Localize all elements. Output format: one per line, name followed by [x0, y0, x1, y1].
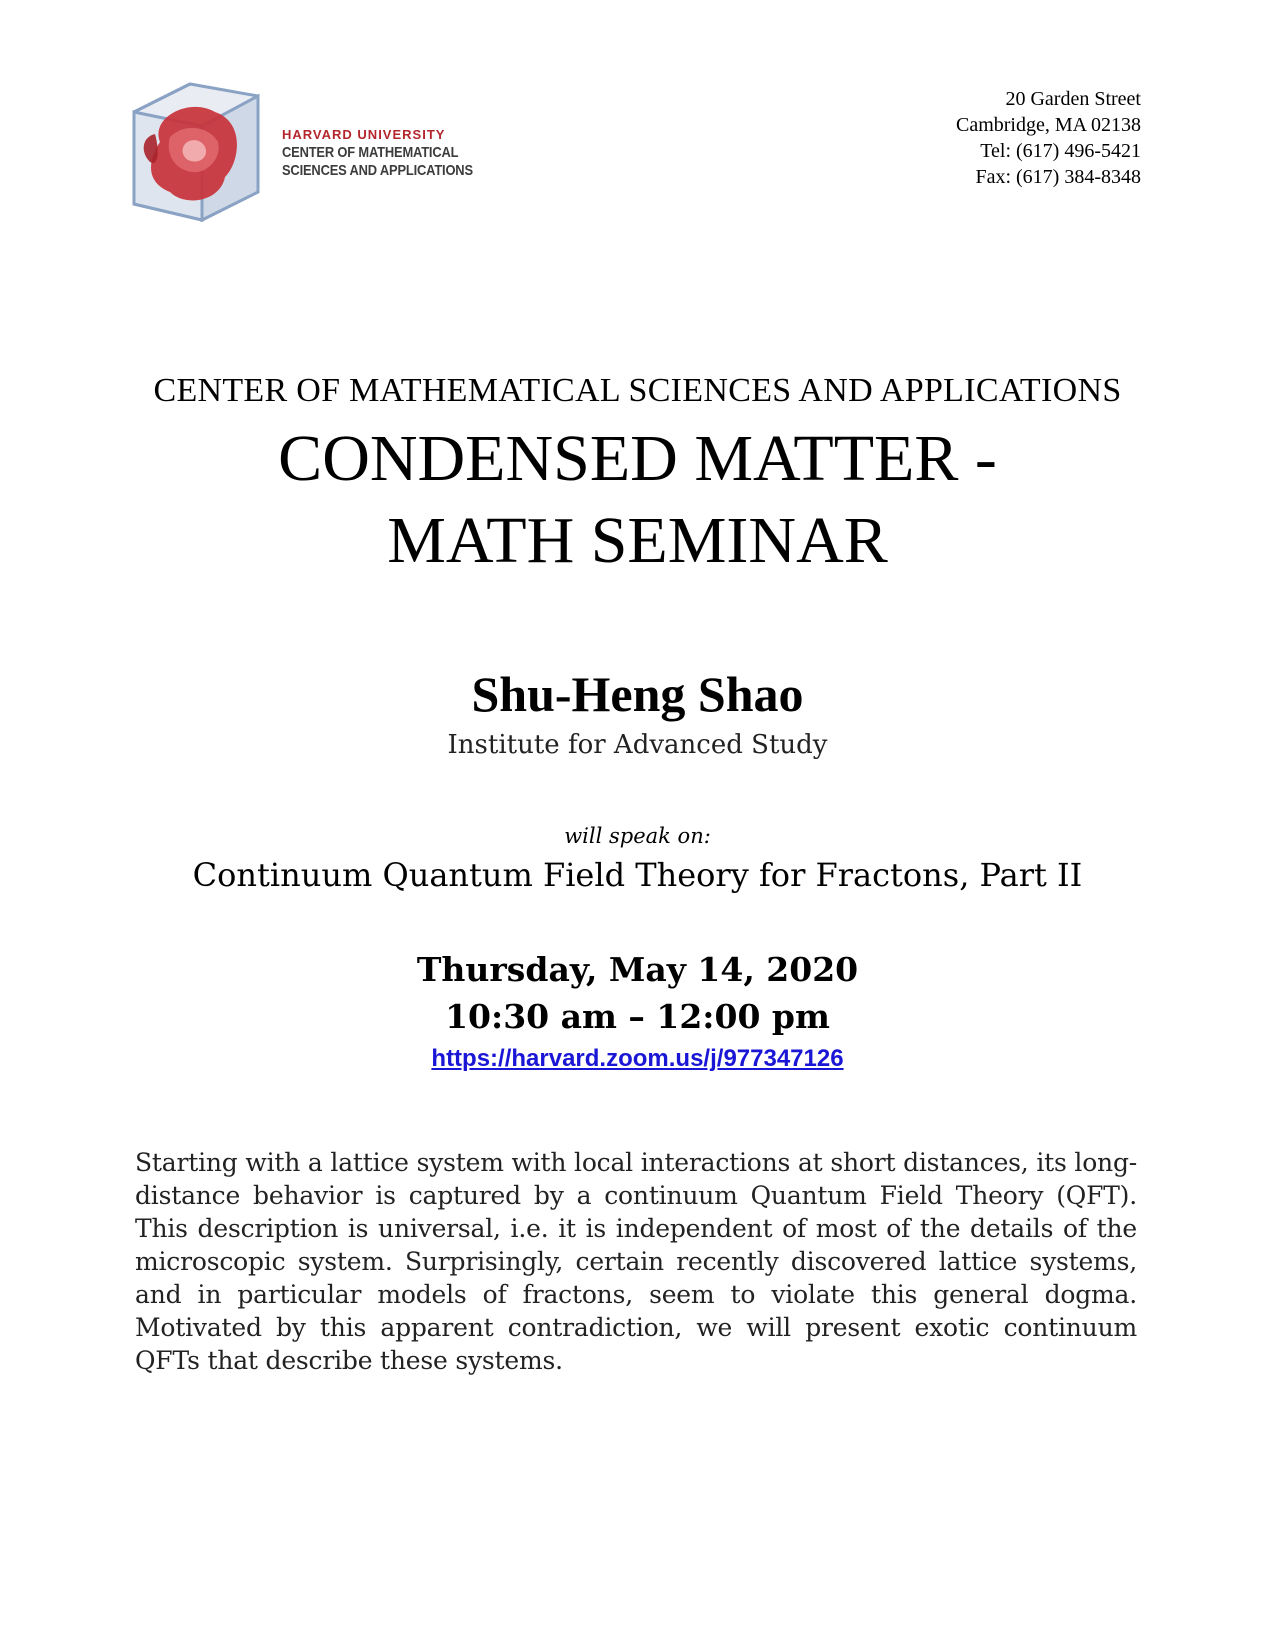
logo-center-name-line1: CENTER OF MATHEMATICAL — [282, 144, 459, 161]
talk-title: Continuum Quantum Field Theory for Fractons, Part II — [192, 856, 1083, 894]
speaker-name: Shu-Heng Shao — [471, 666, 804, 722]
event-time: 10:30 am – 12:00 pm — [445, 997, 830, 1036]
logo-university-name: HARVARD UNIVERSITY — [282, 127, 446, 142]
cube-logo-icon — [130, 82, 265, 222]
address-street: 20 Garden Street — [1005, 88, 1141, 110]
talk-intro: will speak on: — [564, 824, 711, 848]
seminar-title-line2: MATH SEMINAR — [387, 504, 888, 577]
address-city: Cambridge, MA 02138 — [956, 114, 1141, 136]
seminar-title — [0, 418, 1275, 582]
abstract-paragraph: Starting with a lattice system with local interactions at short distances, its long-distance behavior is captured by a continuum Quantum Field Theory (QFT). This description is universal, i.e. it is independent of most of the details of the microscopic system. Surprisingly, certain recently discovered lattice systems, and in particular models of fractons, seem to violate this general dogma. Motivated by this apparent contradiction, we will present exotic continuum QFTs that describe these systems. — [135, 1148, 1137, 1375]
zoom-link[interactable]: https://harvard.zoom.us/j/977347126 — [431, 1045, 844, 1072]
center-name-heading: CENTER OF MATHEMATICAL SCIENCES AND APPLICATIONS — [153, 372, 1122, 409]
zoom-link-container — [0, 1045, 1275, 1073]
seminar-title-line1: CONDENSED MATTER - — [278, 422, 997, 495]
logo-center-name-line2: SCIENCES AND APPLICATIONS — [282, 162, 473, 179]
event-date: Thursday, May 14, 2020 — [416, 950, 859, 989]
speaker-affiliation: Institute for Advanced Study — [447, 730, 828, 760]
address-tel: Tel: (617) 496-5421 — [980, 140, 1141, 162]
address-block — [956, 86, 1141, 190]
institution-logo — [130, 82, 473, 222]
address-fax: Fax: (617) 384-8348 — [975, 166, 1141, 188]
